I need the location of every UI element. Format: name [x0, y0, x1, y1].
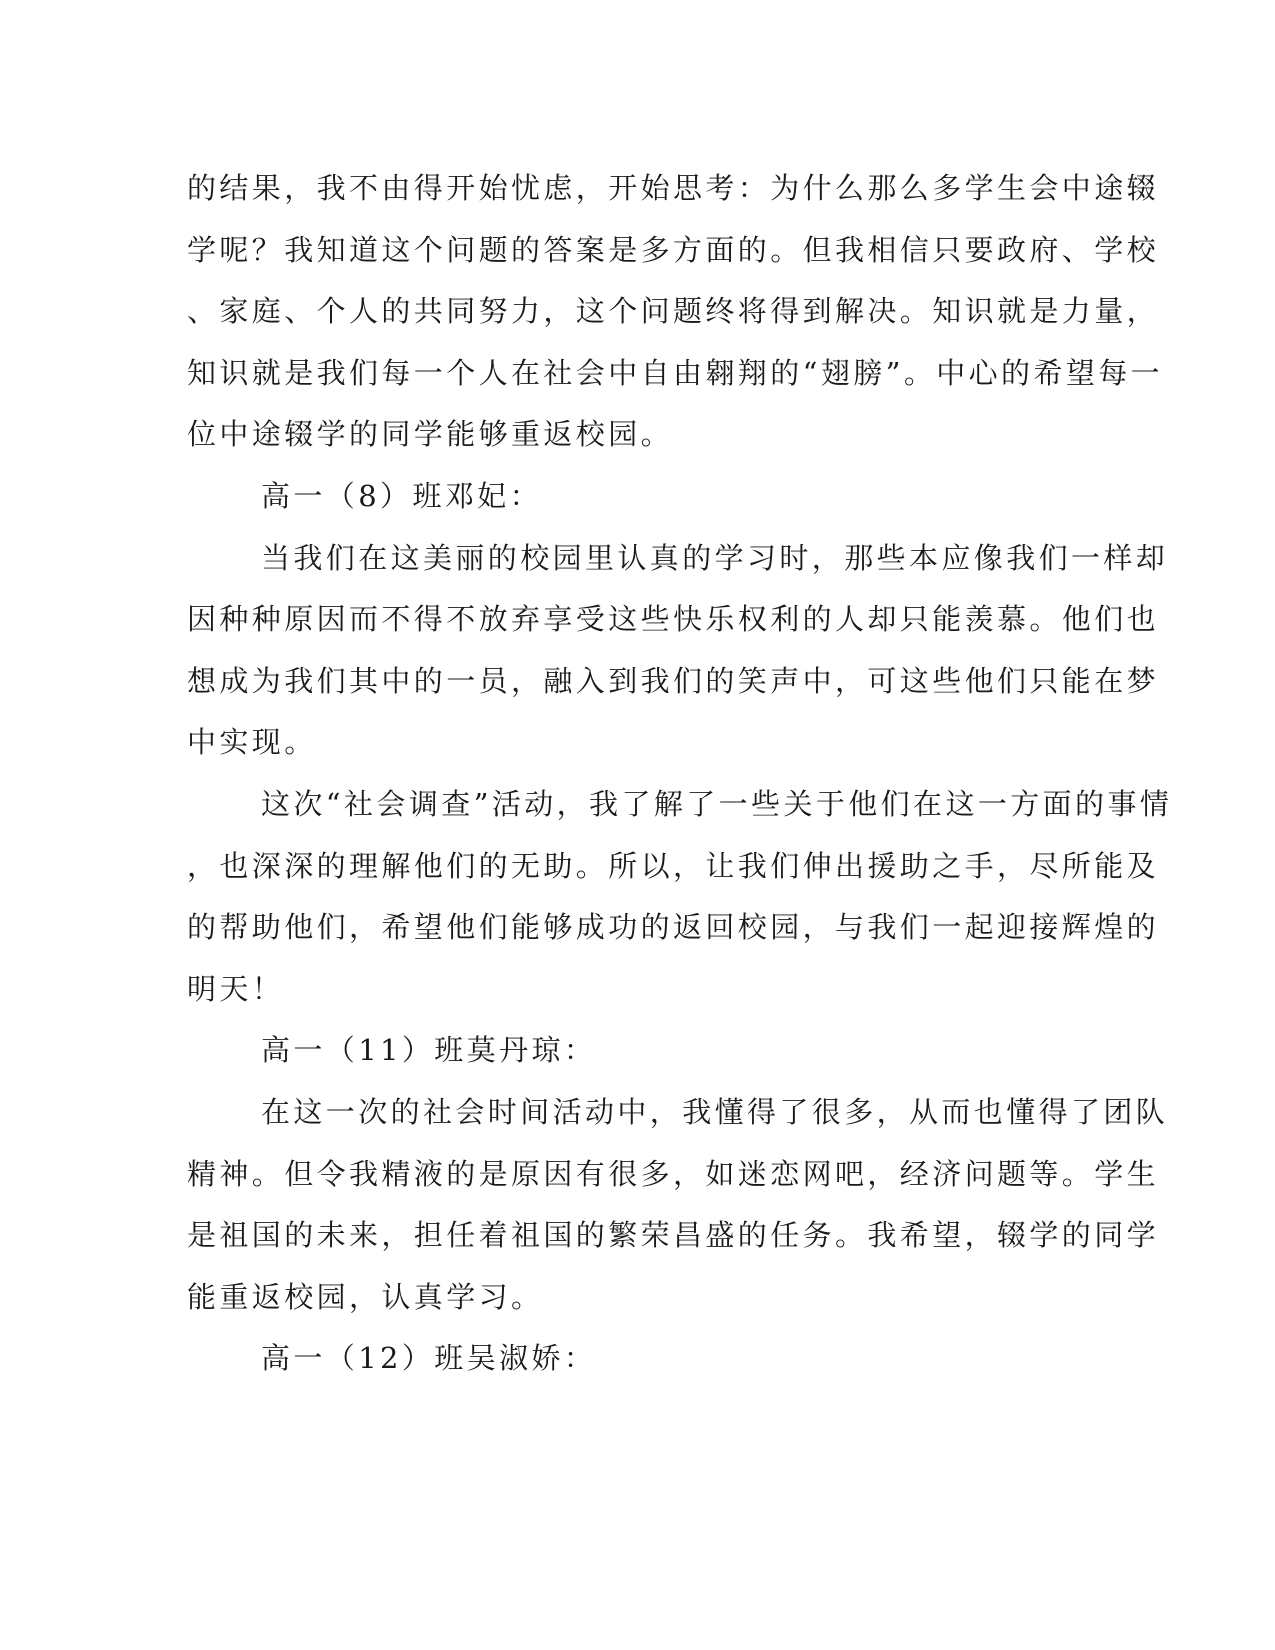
text-line: 学呢？我知道这个问题的答案是多方面的。但我相信只要政府、学校: [187, 232, 1160, 267]
text-line: 知识就是我们每一个人在社会中自由翱翔的“翅膀”。中心的希望每一: [187, 355, 1164, 390]
document-body: [187, 158, 1173, 1390]
text-line: 高一（11）班莫丹琼：: [261, 1033, 597, 1068]
text-line: 位中途辍学的同学能够重返校园。: [187, 417, 674, 452]
text-line: 、家庭、个人的共同努力，这个问题终将得到解决。知识就是力量，: [187, 294, 1160, 329]
text-line: 是祖国的未来，担任着祖国的繁荣昌盛的任务。我希望，辍学的同学: [187, 1218, 1160, 1253]
text-line: 想成为我们其中的一员，融入到我们的笑声中，可这些他们只能在梦: [187, 663, 1160, 698]
text-line: 的结果，我不由得开始忧虑，开始思考：为什么那么多学生会中途辍: [187, 171, 1160, 205]
text-line: ，也深深的理解他们的无助。所以，让我们伸出援助之手，尽所能及: [187, 848, 1160, 883]
text-line: 在这一次的社会时间活动中，我懂得了很多，从而也懂得了团队: [261, 1094, 1169, 1129]
text-line: 当我们在这美丽的校园里认真的学习时，那些本应像我们一样却: [261, 540, 1169, 575]
text-line: 因种种原因而不得不放弃享受这些快乐权利的人却只能羡慕。他们也: [187, 602, 1160, 637]
text-line: 中实现。: [187, 725, 317, 760]
text-line: 的帮助他们，希望他们能够成功的返回校园，与我们一起迎接辉煌的: [187, 910, 1160, 945]
text-line: 精神。但令我精液的是原因有很多，如迷恋网吧，经济问题等。学生: [187, 1156, 1160, 1191]
text-line: 高一（12）班吴淑娇：: [261, 1341, 597, 1376]
text-line: 高一（8）班邓妃：: [261, 478, 543, 513]
text-line: 能重返校园，认真学习。: [187, 1279, 544, 1314]
text-line: 明天！: [187, 971, 285, 1006]
text-line: 这次“社会调查”活动，我了解了一些关于他们在这一方面的事情: [261, 786, 1173, 821]
